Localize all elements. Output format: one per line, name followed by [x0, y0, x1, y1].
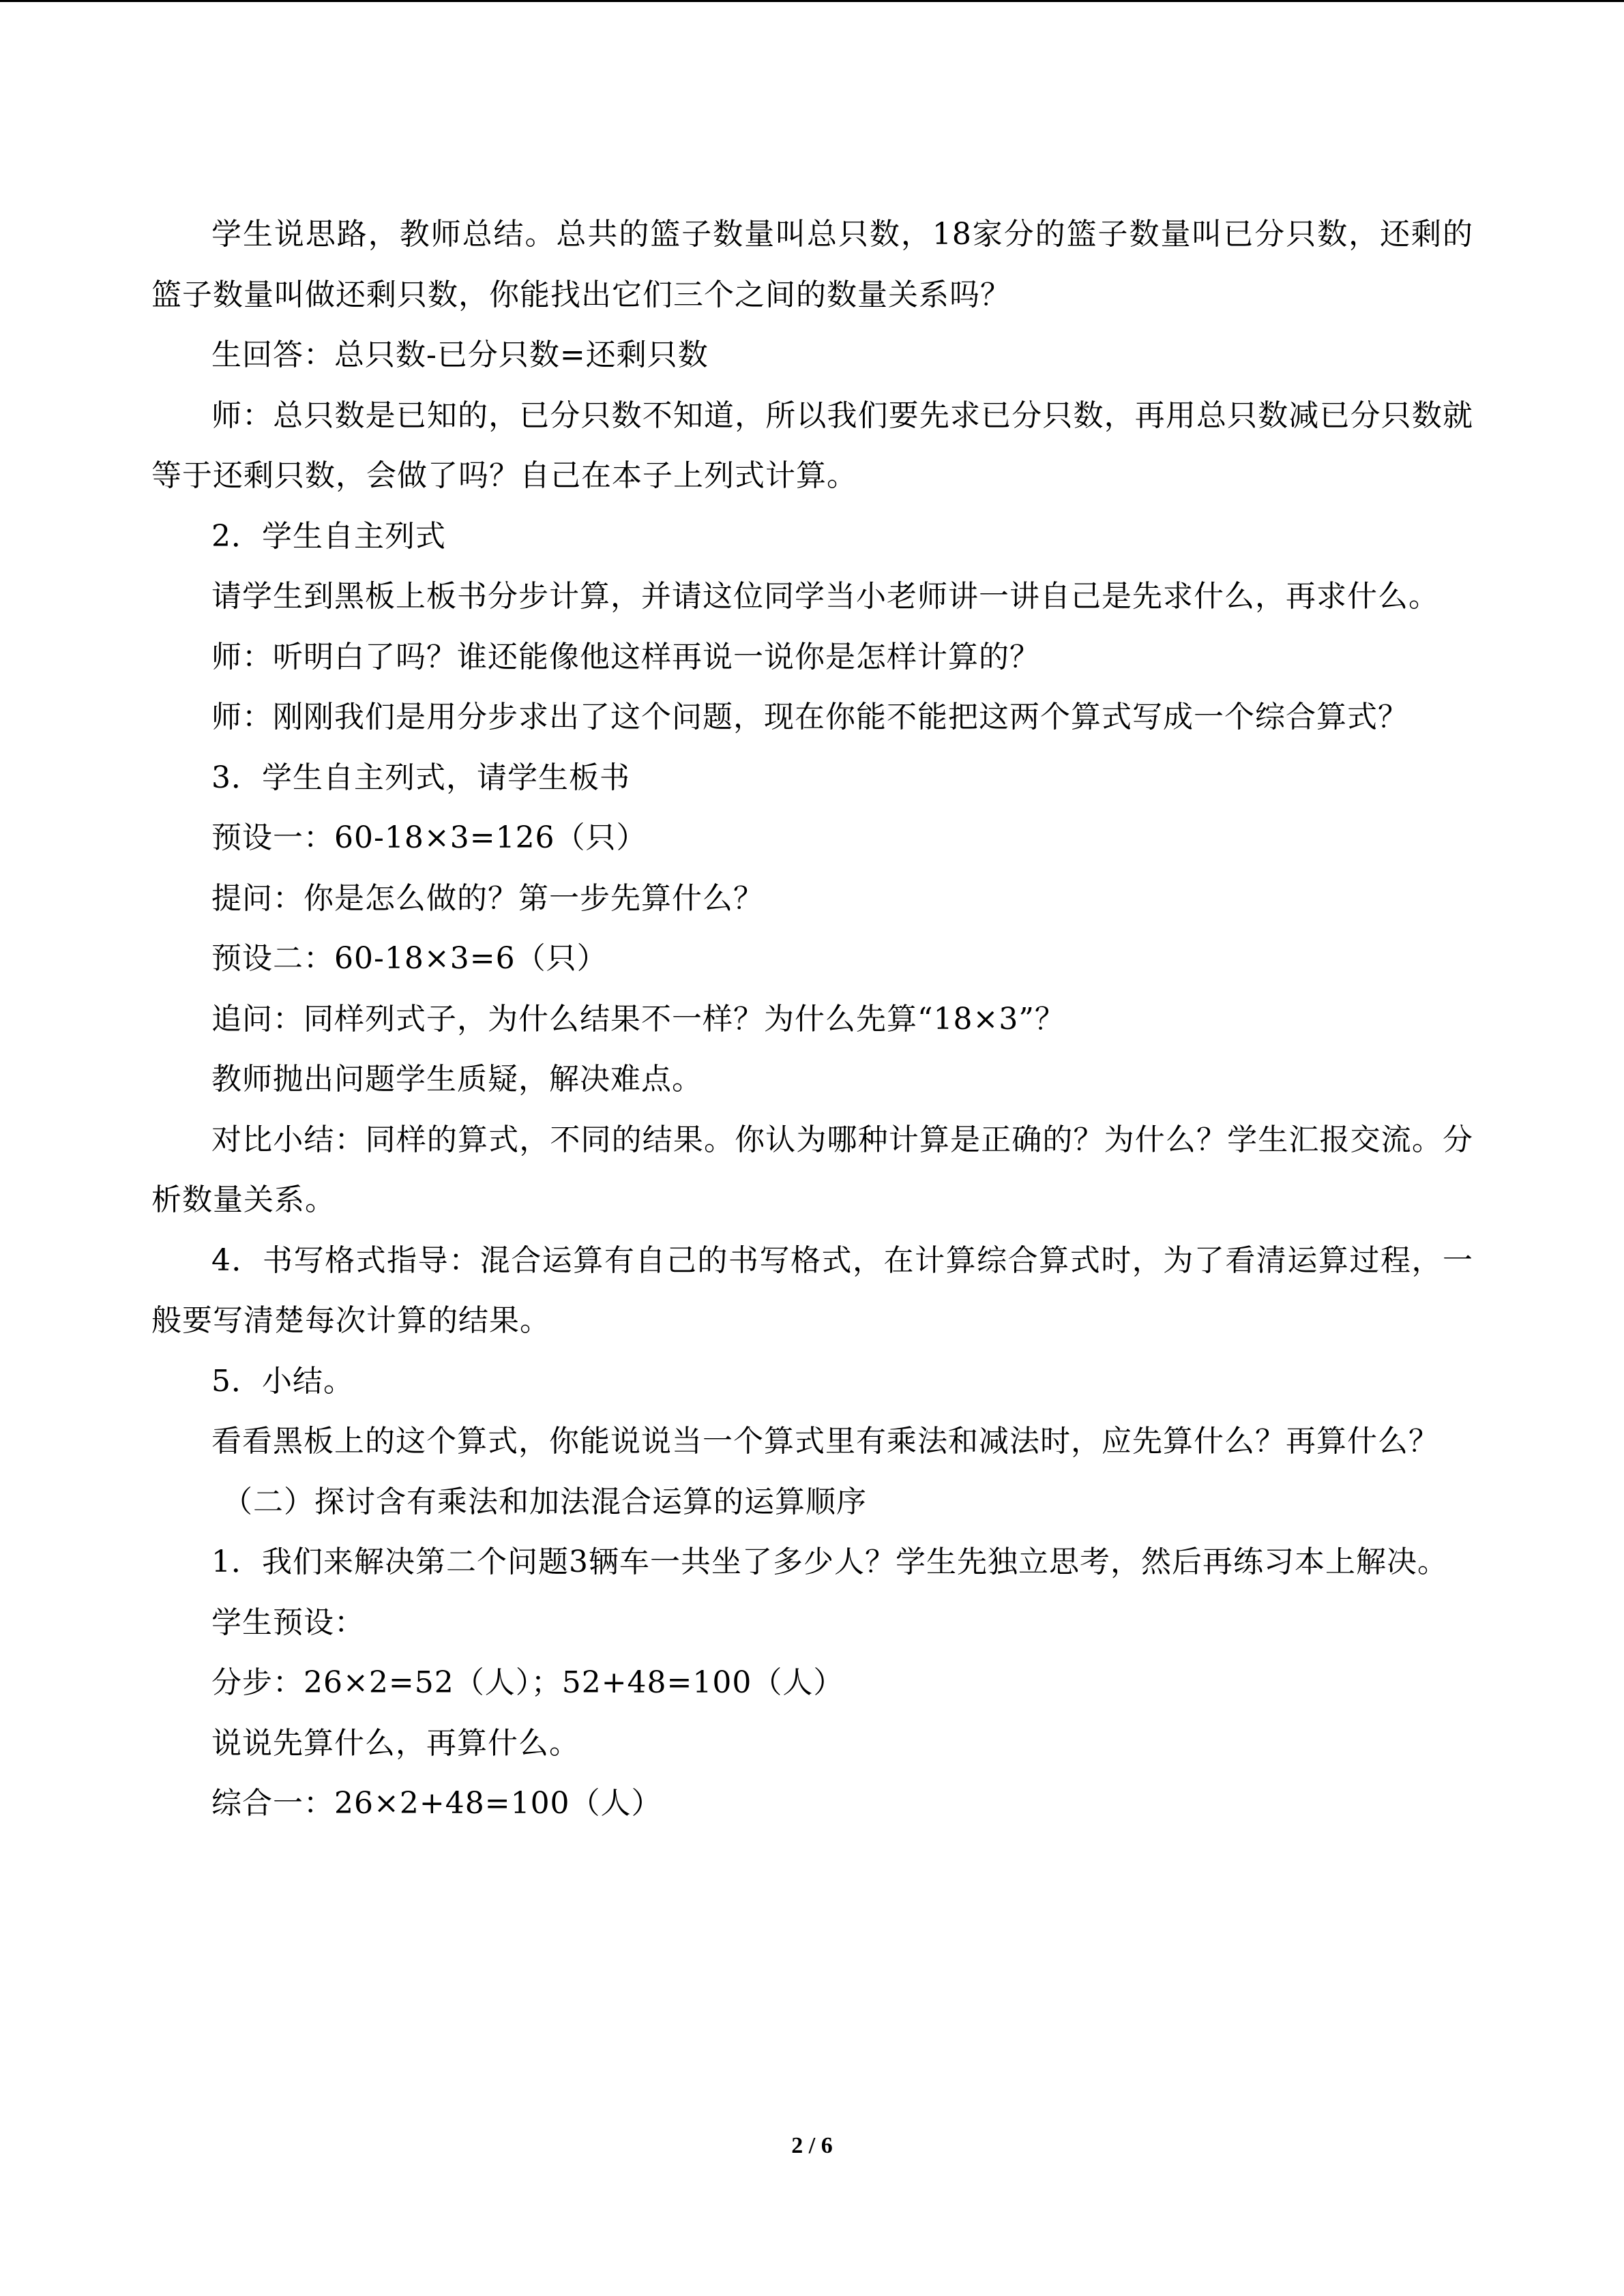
- paragraph: 学生预设：: [211, 1605, 365, 1640]
- top-border-line: [0, 0, 1624, 2]
- paragraph: 师：听明白了吗？谁还能像他这样再说一说你是怎样计算的？: [211, 639, 1040, 674]
- page-number: 2 / 6: [791, 2133, 833, 2158]
- paragraph: 预设一：60-18×3=126（只）: [211, 820, 647, 855]
- document-body: [151, 205, 1473, 1834]
- paragraph: 看看黑板上的这个算式，你能说说当一个算式里有乘法和减法时，应先算什么？再算什么？: [211, 1424, 1439, 1459]
- paragraph: 5．小结。: [211, 1363, 354, 1399]
- paragraph: 预设二：60-18×3=6（只）: [211, 941, 608, 976]
- section-heading: （二）探讨含有乘法和加法混合运算的运算顺序: [222, 1484, 867, 1519]
- paragraph: 教师抛出问题学生质疑，解决难点。: [211, 1062, 703, 1097]
- paragraph: 说说先算什么，再算什么。: [211, 1725, 580, 1761]
- paragraph: 师：刚刚我们是用分步求出了这个问题，现在你能不能把这两个算式写成一个综合算式？: [211, 700, 1408, 734]
- paragraph: 学生说思路，教师总结。总共的篮子数量叫总只数，18家分的篮子数量叫已分只数，还剩的篮子数量叫做还剩只数，你能找出它们三个之间的数量关系吗？: [151, 217, 1473, 312]
- paragraph: 2．学生自主列式: [211, 518, 446, 554]
- paragraph: 4．书写格式指导：混合运算有自己的书写格式，在计算综合算式时，为了看清运算过程，一般要写清楚每次计算的结果。: [151, 1242, 1473, 1338]
- paragraph: 请学生到黑板上板书分步计算，并请这位同学当小老师讲一讲自己是先求什么，再求什么。: [211, 579, 1439, 614]
- paragraph: 追问：同样列式子，为什么结果不一样？为什么先算“18×3”？: [211, 1001, 1065, 1037]
- paragraph: 3．学生自主列式，请学生板书: [211, 760, 630, 795]
- paragraph: 师：总只数是已知的，已分只数不知道，所以我们要先求已分只数，再用总只数减已分只数就等于还剩只数，会做了吗？自己在本子上列式计算。: [151, 398, 1473, 493]
- paragraph: 对比小结：同样的算式，不同的结果。你认为哪种计算是正确的？为什么？学生汇报交流。分析数量关系。: [151, 1122, 1473, 1217]
- paragraph: 提问：你是怎么做的？第一步先算什么？: [211, 880, 764, 916]
- paragraph: 生回答：总只数-已分只数=还剩只数: [211, 338, 709, 372]
- paragraph: 综合一：26×2+48=100（人）: [211, 1786, 662, 1821]
- paragraph: 1．我们来解决第二个问题3辆车一共坐了多少人？学生先独立思考，然后再练习本上解决。: [211, 1545, 1448, 1579]
- paragraph: 分步：26×2=52（人）；52+48=100（人）: [211, 1665, 844, 1700]
